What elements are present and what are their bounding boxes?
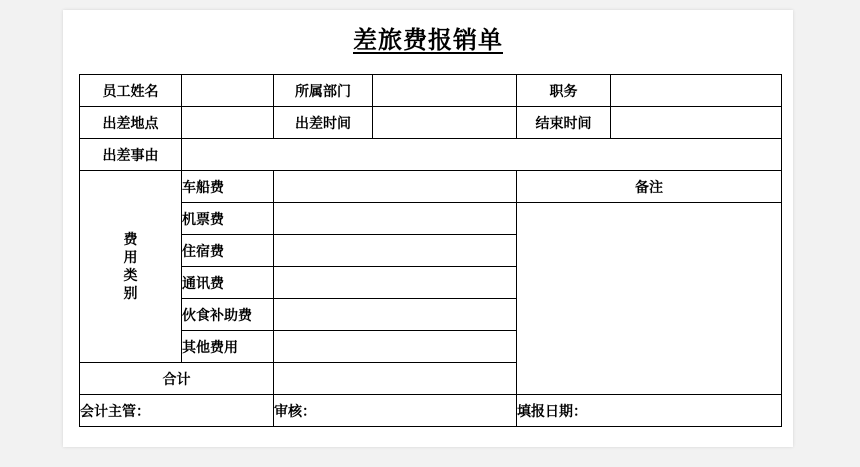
position-field[interactable] [611, 75, 782, 107]
expense-item-label: 其他费用 [182, 331, 274, 363]
expense-item-label: 机票费 [182, 203, 274, 235]
trip-time-field[interactable] [373, 107, 517, 139]
trip-location-label: 出差地点 [80, 107, 182, 139]
expense-item-label: 伙食补助费 [182, 299, 274, 331]
remarks-field[interactable] [517, 203, 782, 395]
expense-form-table [79, 74, 782, 427]
expense-form-sheet [63, 10, 793, 447]
trip-reason-field[interactable] [182, 139, 782, 171]
fill-date-label: 填报日期： [517, 395, 782, 427]
employee-name-label: 员工姓名 [80, 75, 182, 107]
row-trip-reason [80, 139, 782, 171]
row-trip-info [80, 107, 782, 139]
total-label: 合计 [80, 363, 274, 395]
expense-category-char: 费 [123, 231, 138, 248]
position-label: 职务 [517, 75, 611, 107]
row-footer [80, 395, 782, 427]
expense-item-label: 车船费 [182, 171, 274, 203]
expense-amount-field[interactable] [274, 299, 517, 331]
expense-item-label: 住宿费 [182, 235, 274, 267]
expense-category-char: 别 [123, 285, 138, 302]
expense-category-label [80, 171, 182, 363]
remarks-label: 备注 [517, 171, 782, 203]
department-label: 所属部门 [274, 75, 373, 107]
row-expense-item [80, 203, 782, 235]
expense-item-label: 通讯费 [182, 267, 274, 299]
trip-time-label: 出差时间 [274, 107, 373, 139]
row-expense-item [80, 171, 782, 203]
review-label: 审核： [274, 395, 517, 427]
row-employee-info [80, 75, 782, 107]
expense-amount-field[interactable] [274, 203, 517, 235]
end-time-label: 结束时间 [517, 107, 611, 139]
expense-amount-field[interactable] [274, 331, 517, 363]
expense-amount-field[interactable] [274, 171, 517, 203]
expense-amount-field[interactable] [274, 235, 517, 267]
form-title-text: 差旅费报销单 [353, 25, 503, 54]
department-field[interactable] [373, 75, 517, 107]
trip-location-field[interactable] [182, 107, 274, 139]
total-amount-field[interactable] [274, 363, 517, 395]
employee-name-field[interactable] [182, 75, 274, 107]
accounting-supervisor-label: 会计主管： [80, 395, 274, 427]
trip-reason-label: 出差事由 [80, 139, 182, 171]
expense-category-char: 用 [123, 249, 138, 266]
form-title [63, 20, 793, 55]
expense-category-char: 类 [123, 267, 138, 284]
expense-amount-field[interactable] [274, 267, 517, 299]
end-time-field[interactable] [611, 107, 782, 139]
